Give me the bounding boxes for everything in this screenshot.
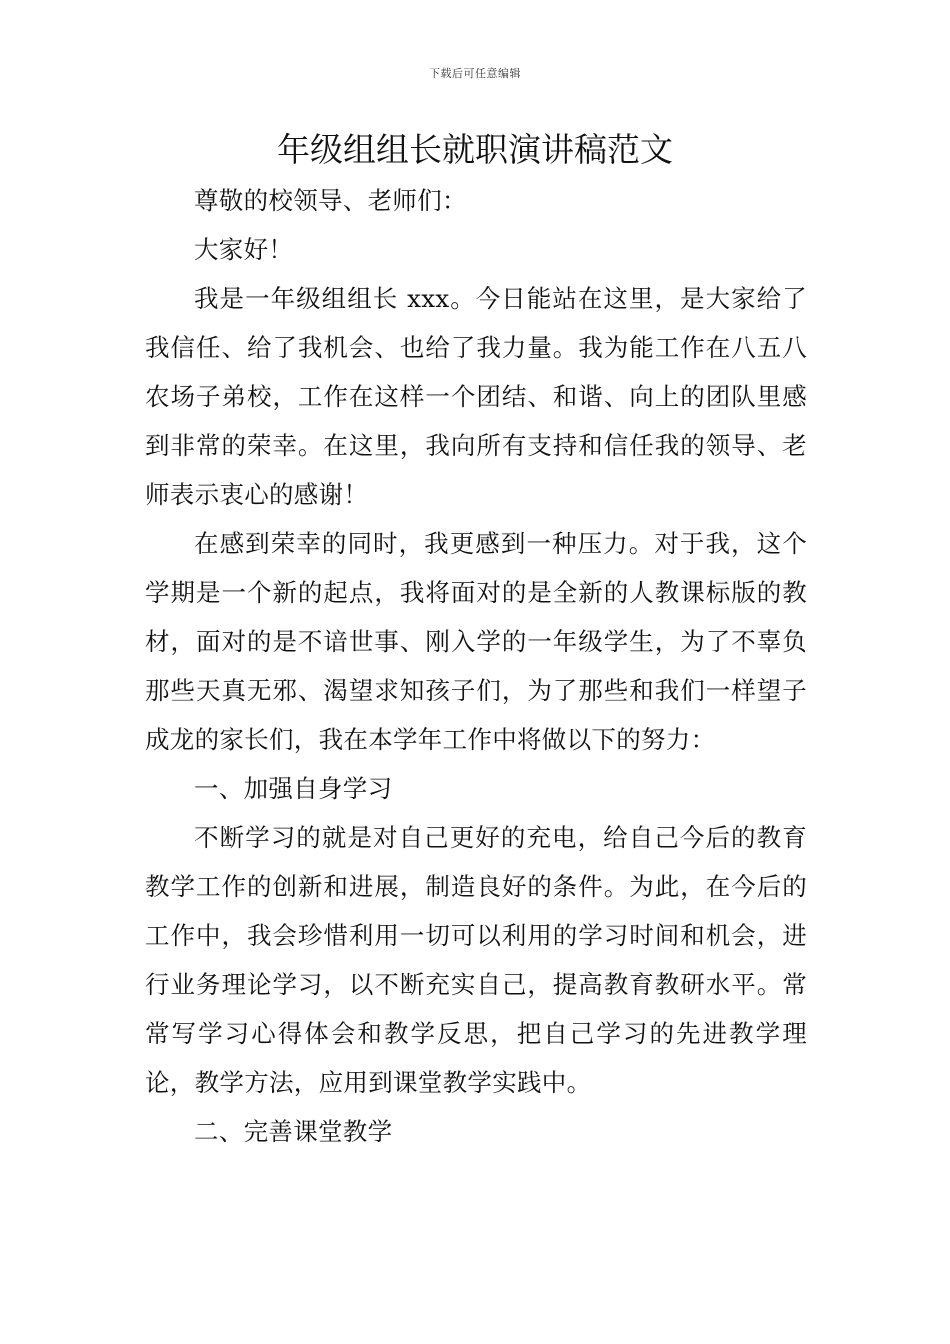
greeting-paragraph: 大家好！ [194,235,294,264]
section-one-paragraph: 不断学习的就是对自己更好的充电，给自己今后的教育教学工作的创新和进展，制造良好的条件。为此，在今后的工作中，我会珍惜利用一切可以利用的学习时间和机会，进行业务理论学习，以不断充实自己，提高教育教研水平。常常写学习心得体会和教学反思，把自己学习的先进教学理论，教学方法，应用到课堂教学实践中。 [145,823,807,1097]
commitment-paragraph: 在感到荣幸的同时，我更感到一种压力。对于我，这个学期是一个新的起点，我将面对的是全新的人教课标版的教材，面对的是不谙世事、刚入学的一年级学生，为了不辜负那些天真无邪、渴望求知孩子们，为了那些和我们一样望子成龙的家长们，我在本学年工作中将做以下的努力： [145,529,807,754]
document-body [145,176,807,1156]
page-header-note: 下载后可任意编辑 [429,67,521,80]
salutation-paragraph: 尊敬的校领导、老师们： [194,186,467,215]
introduction-paragraph: 我是一年级组组长 xxx。今日能站在这里，是大家给了我信任、给了我机会、也给了我力量。我为能工作在八五八农场子弟校，工作在这样一个团结、和谐、向上的团队里感到非常的荣幸。在这里，我向所有支持和信任我的领导、老师表示衷心的感谢！ [145,284,807,509]
section-heading-two: 二、完善课堂教学 [194,1117,393,1146]
document-title: 年级组组长就职演讲稿范文 [277,130,673,169]
section-heading-one: 一、加强自身学习 [194,774,393,803]
